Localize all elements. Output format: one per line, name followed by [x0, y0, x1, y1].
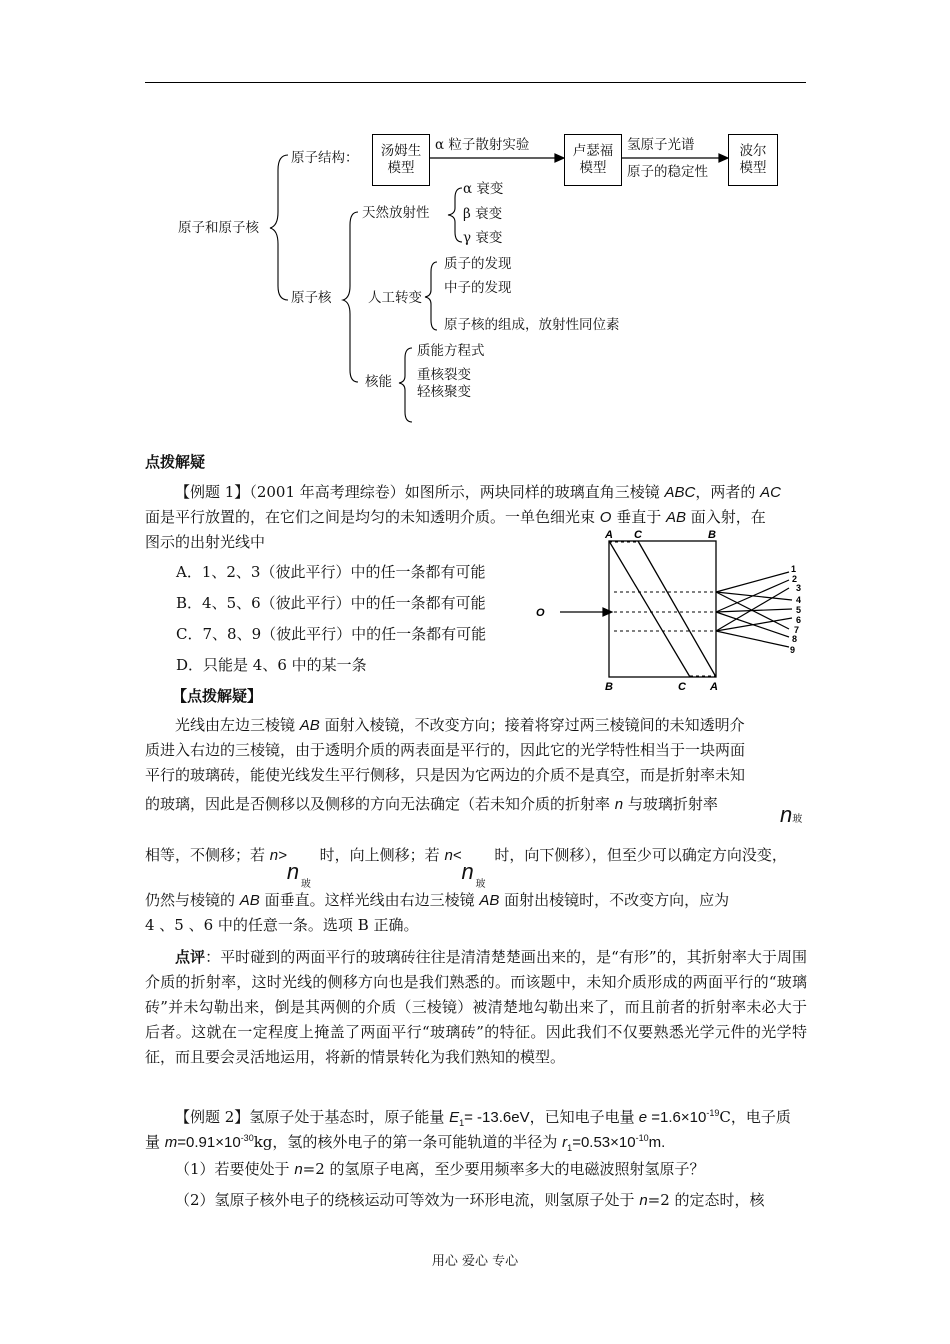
question1-b: =2 的氢原子电离，至少要用频率多大的电磁波照射氢原子？ [302, 1160, 705, 1178]
label-c-bottom: C [678, 681, 686, 693]
explain-n-lt: n< [444, 847, 462, 864]
explain-l5c: 时，向下侧移），但至少可以确定方向没变， [489, 846, 787, 864]
bohr-model-box [728, 134, 778, 186]
explain-line2: 质进入右边的三棱镜，由于透明介质的两表面是平行的，因此它的光学特性相当于一块两面 [145, 741, 746, 759]
question2-n: n [639, 1192, 648, 1209]
label-a-top: A [605, 529, 613, 541]
option-b: B．4、5、6（彼此平行）中的任一条都有可能 [176, 594, 486, 612]
explain-ab-1: AB [299, 717, 320, 734]
face-ab: AB [666, 509, 687, 526]
radius-r: r [562, 1134, 568, 1151]
question1-a: （1）若要使处于 [175, 1160, 295, 1178]
rutherford-line2: 模型 [579, 160, 607, 176]
mass-energy-label: 质能方程式 [417, 343, 485, 359]
comment-text: ：平时碰到的两面平行的玻璃砖往往是清清楚楚画出来的，是“有形”的，其折射率大于周围介质的折射率，这时光线的侧移方向也是我们熟悉的。而该题中，未知介质形成的两面平行的“玻璃砖”并未勾勒出来，倒是其两侧的介质（三棱镜）被清楚地勾勒出来了，而且前者的折射率未必大于后者。这就在一定程度上掩盖了两面平行“玻璃砖”的特征。因此我们不仅要熟悉光学元件的光学特征，而且要会灵活地运用，将新的情景转化为我们熟知的模型。 [145, 948, 807, 1066]
beam-o: O [599, 509, 612, 526]
example2-line2 [145, 1126, 807, 1161]
n-glass-symbol-1 [780, 802, 802, 828]
label-b-bottom: B [605, 681, 613, 693]
ray-label-9: 9 [790, 645, 796, 655]
n-glass-sub-2: 玻 [300, 879, 311, 890]
prism-abc: ABC [664, 484, 696, 501]
example2-l1d: C，电子质 [719, 1108, 791, 1126]
artificial-transmutation-label: 人工转变 [368, 290, 422, 306]
alpha-decay-label: α 衰变 [463, 181, 504, 197]
ray-label-4: 4 [796, 595, 802, 605]
explain-line5 [145, 843, 807, 890]
example2-l1b: = -13.6eV，已知电子电量 [464, 1109, 639, 1126]
example1-line3: 图示的出射光线中 [145, 533, 266, 551]
ray-label-6: 6 [796, 615, 802, 625]
explain-l1b: 面射入棱镜，不改变方向；接着将穿过两三棱镜间的未知透明介 [319, 716, 745, 734]
explain-l4a: 的玻璃，因此是否侧移以及侧移的方向无法确定（若未知介质的折射率 [145, 795, 615, 813]
explain-n: n [614, 796, 624, 813]
explain-l1a: 光线由左边三棱镜 [175, 716, 300, 734]
explain-n-gt: n> [269, 847, 287, 864]
hydrogen-spectrum-label: 氢原子光谱 [627, 137, 695, 153]
thomson-line2: 模型 [387, 160, 415, 176]
energy-e: E [449, 1109, 460, 1126]
explain-title: 【点拨解疑】 [172, 687, 263, 705]
natural-radioactivity-label: 天然放射性 [362, 205, 430, 221]
n-glass-n-2: n [286, 859, 300, 884]
option-d: D．只能是 4、6 中的某一条 [176, 656, 367, 674]
explain-line1 [145, 713, 807, 738]
beta-decay-label: β 衰变 [463, 206, 503, 222]
thomson-model-box [372, 134, 430, 186]
comment-paragraph [145, 945, 807, 1070]
prism-figure [530, 526, 820, 696]
charge-exp: -19 [706, 1108, 720, 1118]
rutherford-line1: 卢瑟福 [572, 143, 614, 160]
ray-label-2: 2 [792, 574, 798, 584]
prism-outline [609, 541, 716, 677]
example1-line2a: 面是平行放置的，在它们之间是均匀的未知透明介质。一单色细光束 [145, 508, 600, 526]
example2-l2c: kg，氢的核外电子的第一条可能轨道的半径为 [253, 1133, 563, 1151]
question-2 [145, 1188, 807, 1213]
n-glass-sub-1: 玻 [792, 814, 803, 825]
fusion-label: 轻核聚变 [417, 384, 471, 400]
alpha-experiment-label: α 粒子散射实验 [435, 137, 530, 153]
example2-l1c: =1.6×10 [647, 1109, 707, 1126]
example1-line2b: 垂直于 [611, 508, 666, 526]
explain-l6b: 面垂直。这样光线由右边三棱镜 [259, 891, 480, 909]
nuclear-energy-label: 核能 [365, 374, 392, 390]
question2-b: =2 的定态时，核 [647, 1191, 765, 1209]
explain-l5b: 时，向上侧移；若 [314, 846, 445, 864]
proton-discovery-label: 质子的发现 [444, 256, 512, 272]
nucleus-label: 原子核 [291, 290, 332, 306]
ray-label-3: 3 [796, 583, 802, 593]
example1-line2c: 面入射，在 [686, 508, 766, 526]
comment-tag: 点评 [175, 948, 206, 966]
question2-a: （2）氢原子核外电子的绕核运动可等效为一环形电流，则氢原子处于 [175, 1191, 640, 1209]
example2-l2d: =0.53×10 [572, 1134, 636, 1151]
option-c: C．7、8、9（彼此平行）中的任一条都有可能 [176, 625, 487, 643]
example1-text2: ，两者的 [695, 483, 761, 501]
label-b-top: B [708, 529, 716, 541]
explain-line4 [145, 792, 807, 817]
example1-tag: 【例题 1】 [175, 483, 250, 501]
label-c-top: C [634, 529, 642, 541]
ray-label-8: 8 [792, 634, 798, 644]
rutherford-model-box [564, 134, 622, 186]
question1-n: n [294, 1161, 303, 1178]
explain-line6 [145, 888, 807, 913]
example1-text1: （2001 年高考理综卷）如图所示，两块同样的玻璃直角三棱镜 [249, 483, 665, 501]
ray-label-7: 7 [794, 625, 800, 635]
energy-sub: 1 [459, 1118, 465, 1128]
example2-l2e: m. [648, 1134, 666, 1151]
example1-line1 [145, 480, 807, 505]
label-o: O [536, 607, 545, 619]
ray-label-5: 5 [796, 605, 802, 615]
explain-l5a: 相等，不侧移；若 [145, 846, 270, 864]
gamma-decay-label: γ 衰变 [463, 230, 503, 246]
n-glass-n-1: n [780, 802, 793, 827]
question-1 [145, 1157, 807, 1182]
fission-label: 重核裂变 [417, 367, 471, 383]
explain-line3: 平行的玻璃砖，能使光线发生平行侧移，只是因为它两边的介质不是真空，而是折射率未知 [145, 766, 746, 784]
explain-l6c: 面射出棱镜时，不改变方向，应为 [499, 891, 730, 909]
explain-ab-3: AB [479, 892, 500, 909]
explain-ab-2: AB [239, 892, 260, 909]
neutron-discovery-label: 中子的发现 [444, 280, 512, 296]
atomic-structure-label: 原子结构： [291, 150, 359, 166]
ray-label-1: 1 [791, 564, 797, 574]
bohr-line2: 模型 [739, 160, 767, 176]
face-ac: AC [760, 484, 781, 501]
charge-e: e [638, 1109, 648, 1126]
n-glass-n-3: n [461, 859, 474, 884]
bohr-line1: 波尔 [739, 143, 767, 160]
example2-l2a: 量 [145, 1133, 165, 1151]
explain-line7: 4 、5 、6 中的任意一条。选项 B 正确。 [145, 916, 419, 934]
footer-motto: 用心 爱心 专心 [431, 1254, 519, 1269]
mass-exp: -30 [240, 1133, 254, 1143]
nucleus-composition-label: 原子核的组成，放射性同位素 [444, 317, 620, 333]
mass-m: m [164, 1134, 178, 1151]
section-title: 点拨解疑 [145, 453, 206, 471]
radius-sub: 1 [567, 1143, 573, 1153]
explain-l6a: 仍然与棱镜的 [145, 891, 240, 909]
option-a: A．1、2、3（彼此平行）中的任一条都有可能 [176, 563, 486, 581]
label-a-bottom: A [710, 681, 718, 693]
example2-tag: 【例题 2】 [175, 1108, 250, 1126]
n-glass-sub-3: 玻 [475, 879, 486, 890]
explain-l4b: 与玻璃折射率 [623, 795, 718, 813]
radius-exp: -10 [635, 1133, 649, 1143]
example2-l2b: =0.91×10 [177, 1134, 241, 1151]
thomson-line1: 汤姆生 [380, 143, 422, 160]
example2-l1a: 氢原子处于基态时，原子能量 [249, 1108, 450, 1126]
root-label: 原子和原子核 [178, 220, 259, 236]
stability-label: 原子的稳定性 [627, 164, 708, 180]
